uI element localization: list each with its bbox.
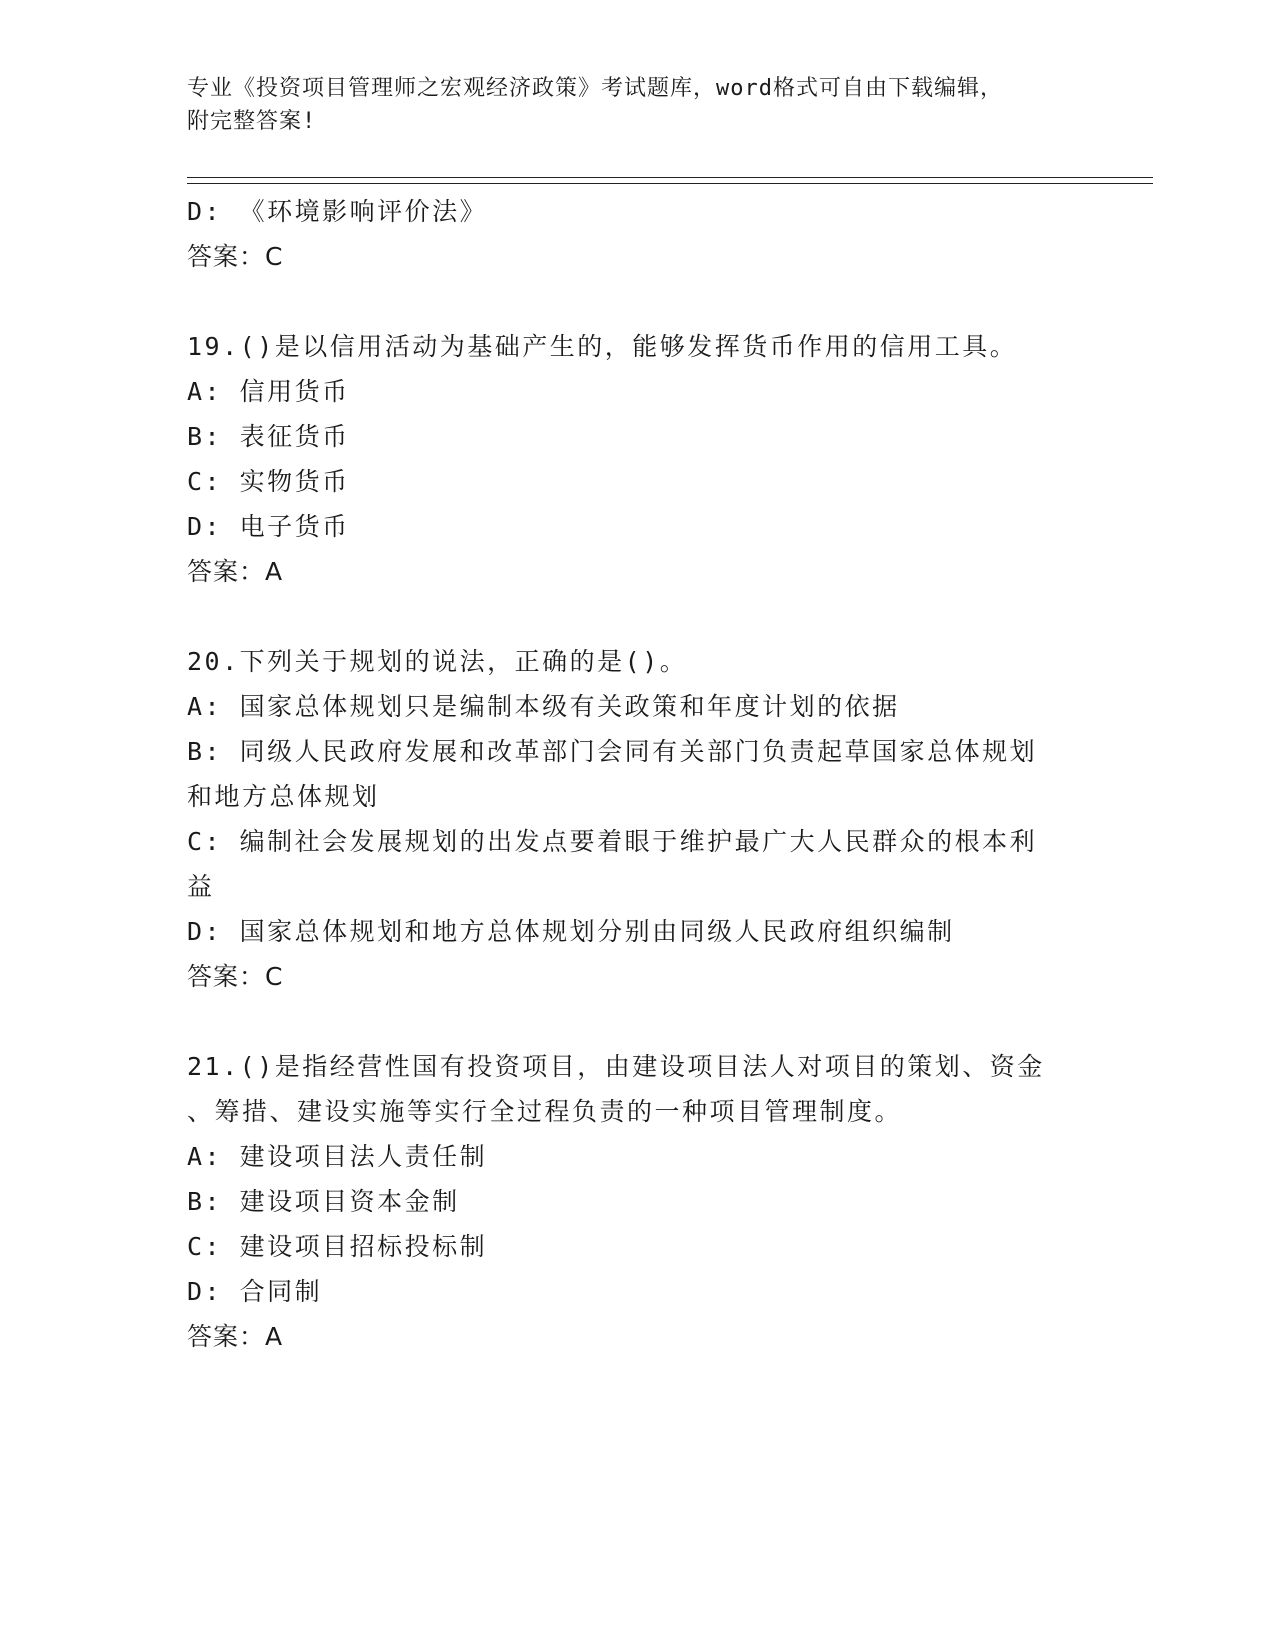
- option-d: D: 国家总体规划和地方总体规划分别由同级人民政府组织编制: [187, 917, 955, 946]
- answer-line: 答案：A: [187, 1322, 284, 1351]
- question-stem: 19.()是以信用活动为基础产生的，能够发挥货币作用的信用工具。: [187, 332, 1018, 361]
- option-b: B: 建设项目资本金制: [187, 1187, 460, 1216]
- question-20: [187, 639, 1087, 999]
- option-c: C: 实物货币: [187, 467, 350, 496]
- header-divider-top: [187, 177, 1153, 178]
- question-spacer: [187, 999, 1087, 1044]
- option-a: A: 国家总体规划只是编制本级有关政策和年度计划的依据: [187, 692, 900, 721]
- option-c: C: 建设项目招标投标制: [187, 1232, 488, 1261]
- answer-line: 答案：A: [187, 557, 284, 586]
- option-b: B: 表征货币: [187, 422, 350, 451]
- option-c: C: 编制社会发展规划的出发点要着眼于维护最广大人民群众的根本利: [187, 827, 1038, 856]
- option-b: B: 同级人民政府发展和改革部门会同有关部门负责起草国家总体规划: [187, 737, 1038, 766]
- question-stem: 21.()是指经营性国有投资项目，由建设项目法人对项目的策划、资金: [187, 1052, 1045, 1081]
- header-line-2: 附完整答案!: [187, 109, 317, 134]
- question-stem-continued: 、筹措、建设实施等实行全过程负责的一种项目管理制度。: [187, 1097, 903, 1126]
- option-d: D: 《环境影响评价法》: [187, 197, 488, 226]
- option-d: D: 电子货币: [187, 512, 350, 541]
- option-a: A: 建设项目法人责任制: [187, 1142, 488, 1171]
- question-21: [187, 1044, 1087, 1359]
- option-c-continued: 益: [187, 872, 215, 901]
- answer-line: 答案：C: [187, 962, 284, 991]
- question-19: [187, 324, 1087, 594]
- question-stem: 20.下列关于规划的说法，正确的是()。: [187, 647, 688, 676]
- answer-line: 答案：C: [187, 242, 284, 271]
- option-d: D: 合同制: [187, 1277, 323, 1306]
- document-body: [187, 189, 1087, 1359]
- question-spacer: [187, 279, 1087, 324]
- partial-question-18: [187, 189, 1087, 279]
- header-line-1: 专业《投资项目管理师之宏观经济政策》考试题库，word格式可自由下载编辑，: [187, 76, 1003, 101]
- option-b-continued: 和地方总体规划: [187, 782, 380, 811]
- question-spacer: [187, 594, 1087, 639]
- header-divider-bottom: [187, 183, 1153, 184]
- option-a: A: 信用货币: [187, 377, 350, 406]
- document-header: [187, 72, 1087, 138]
